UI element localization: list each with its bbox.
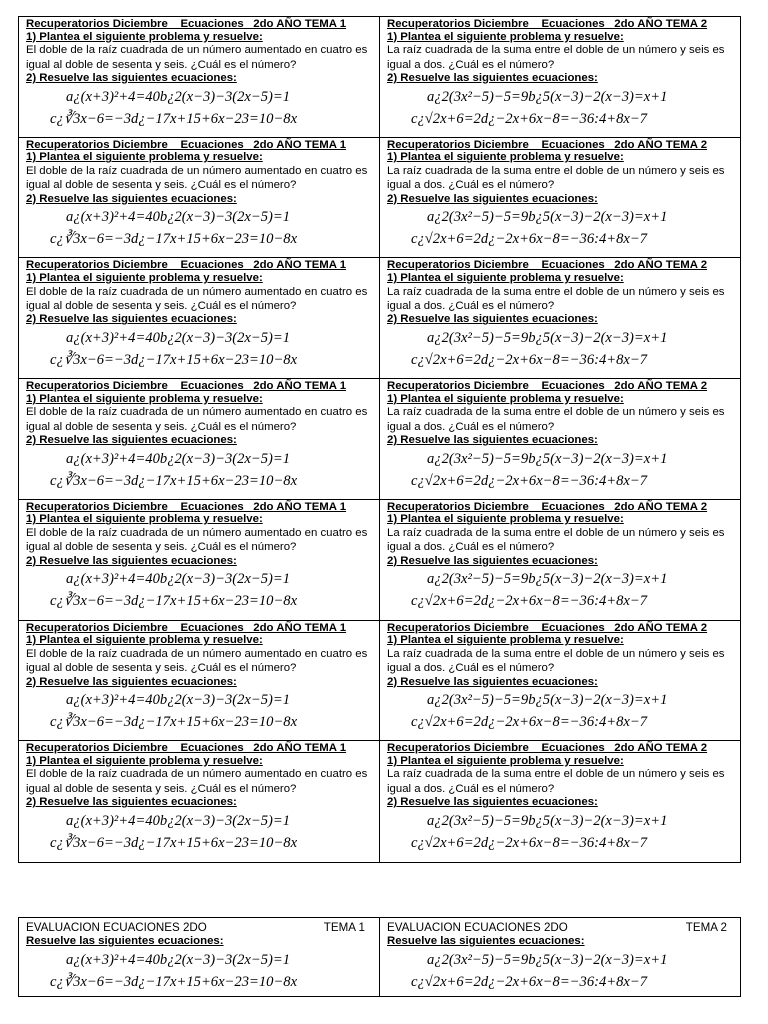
problem-text: La raíz cuadrada de la suma entre el doble de un número y seis es igual a dos. ¿Cuál es el número? <box>387 527 725 554</box>
problem-text: La raíz cuadrada de la suma entre el doble de un número y seis es igual a dos. ¿Cuál es el número? <box>387 44 725 71</box>
equations-heading: 2) Resuelve las siguientes ecuaciones: <box>26 554 237 567</box>
equation-a-b: a¿(x+3)²+4=40b¿2(x−3)−3(2x−5)=1 <box>66 692 291 709</box>
card-header: Recuperatorios Diciembre Ecuaciones 2do AÑO TEMA 1 <box>26 621 347 634</box>
equation-a-b: a¿2(3x²−5)−5=9b¿5(x−3)−2(x−3)=x+1 <box>427 330 668 347</box>
equation-c-d: c¿∛3x−6=−3d¿−17x+15+6x−23=10−8x <box>50 834 298 851</box>
evaluacion-table <box>18 917 741 997</box>
equation-c-d: c¿√2x+6=2d¿−2x+6x−8=−36:4+8x−7 <box>411 110 648 127</box>
problem-heading: 1) Plantea el siguiente problema y resuelve: <box>387 392 624 405</box>
tema1-card <box>19 258 380 379</box>
card-header: Recuperatorios Diciembre Ecuaciones 2do AÑO TEMA 1 <box>26 18 347 30</box>
card-header: Recuperatorios Diciembre Ecuaciones 2do AÑO TEMA 2 <box>387 742 708 755</box>
tema1-card <box>19 621 380 742</box>
evaluacion-tema2-card <box>380 918 741 996</box>
equation-a-b: a¿(x+3)²+4=40b¿2(x−3)−3(2x−5)=1 <box>66 88 291 105</box>
problem-heading: 1) Plantea el siguiente problema y resuelve: <box>387 151 624 164</box>
problem-text: El doble de la raíz cuadrada de un número aumentado en cuatro es igual al doble de sesenta y seis. ¿Cuál es el número? <box>26 647 368 675</box>
equation-a-b: a¿2(3x²−5)−5=9b¿5(x−3)−2(x−3)=x+1 <box>427 812 668 829</box>
equation-a-b: a¿2(3x²−5)−5=9b¿5(x−3)−2(x−3)=x+1 <box>427 88 668 105</box>
card-header: Recuperatorios Diciembre Ecuaciones 2do AÑO TEMA 2 <box>387 500 708 513</box>
evaluacion-header <box>387 921 741 935</box>
tema1-card <box>19 17 380 138</box>
card-header: Recuperatorios Diciembre Ecuaciones 2do AÑO TEMA 2 <box>387 621 708 634</box>
equation-c-d: c¿∛3x−6=−3d¿−17x+15+6x−23=10−8x <box>50 110 298 127</box>
equations-heading: 2) Resuelve las siguientes ecuaciones: <box>387 313 598 326</box>
equation-c-d: c¿∛3x−6=−3d¿−17x+15+6x−23=10−8x <box>50 714 298 731</box>
equation-c-d: c¿∛3x−6=−3d¿−17x+15+6x−23=10−8x <box>50 472 298 489</box>
card-header: Recuperatorios Diciembre Ecuaciones 2do AÑO TEMA 1 <box>26 259 347 272</box>
problem-text: La raíz cuadrada de la suma entre el doble de un número y seis es igual a dos. ¿Cuál es el número? <box>387 647 725 675</box>
card-header: Recuperatorios Diciembre Ecuaciones 2do AÑO TEMA 1 <box>26 138 347 151</box>
problem-heading: 1) Plantea el siguiente problema y resuelve: <box>387 634 624 647</box>
problem-text: El doble de la raíz cuadrada de un número aumentado en cuatro es igual al doble de sesenta y seis. ¿Cuál es el número? <box>26 285 368 313</box>
equation-c-d: c¿∛3x−6=−3d¿−17x+15+6x−23=10−8x <box>50 593 298 610</box>
equations-heading: 2) Resuelve las siguientes ecuaciones: <box>26 675 237 688</box>
tema2-card <box>380 741 741 862</box>
equations-heading: 2) Resuelve las siguientes ecuaciones: <box>26 434 237 447</box>
problem-heading: 1) Plantea el siguiente problema y resuelve: <box>26 513 263 526</box>
equation-c-d: c¿√2x+6=2d¿−2x+6x−8=−36:4+8x−7 <box>411 593 648 610</box>
tema1-card <box>19 138 380 259</box>
evaluacion-tema-label: TEMA 1 <box>323 921 365 934</box>
tema1-card <box>19 500 380 621</box>
equation-c-d: c¿∛3x−6=−3d¿−17x+15+6x−23=10−8x <box>50 352 298 369</box>
equations-heading: 2) Resuelve las siguientes ecuaciones: <box>26 796 237 809</box>
card-header: Recuperatorios Diciembre Ecuaciones 2do AÑO TEMA 2 <box>387 380 708 393</box>
evaluacion-tema1-card <box>19 918 380 996</box>
tema2-card <box>380 500 741 621</box>
equation-c-d: c¿√2x+6=2d¿−2x+6x−8=−36:4+8x−7 <box>411 714 648 731</box>
equation-a-b: a¿2(3x²−5)−5=9b¿5(x−3)−2(x−3)=x+1 <box>427 571 668 588</box>
card-header: Recuperatorios Diciembre Ecuaciones 2do AÑO TEMA 2 <box>387 138 708 151</box>
equation-a-b: a¿2(3x²−5)−5=9b¿5(x−3)−2(x−3)=x+1 <box>427 209 668 226</box>
tema2-card <box>380 17 741 138</box>
problem-heading: 1) Plantea el siguiente problema y resuelve: <box>26 272 263 285</box>
problem-heading: 1) Plantea el siguiente problema y resuelve: <box>26 151 263 164</box>
evaluacion-instruction: Resuelve las siguientes ecuaciones: <box>387 935 585 947</box>
tema1-card <box>19 741 380 862</box>
problem-heading: 1) Plantea el siguiente problema y resuelve: <box>387 30 624 43</box>
card-header: Recuperatorios Diciembre Ecuaciones 2do AÑO TEMA 2 <box>387 259 708 272</box>
equations-heading: 2) Resuelve las siguientes ecuaciones: <box>26 72 237 84</box>
equation-c-d: c¿∛3x−6=−3d¿−17x+15+6x−23=10−8x <box>50 973 298 990</box>
problem-heading: 1) Plantea el siguiente problema y resuelve: <box>387 754 624 767</box>
card-header: Recuperatorios Diciembre Ecuaciones 2do AÑO TEMA 2 <box>387 18 708 30</box>
equation-c-d: c¿∛3x−6=−3d¿−17x+15+6x−23=10−8x <box>50 231 298 248</box>
recuperatorio-grid <box>18 16 741 863</box>
equation-a-b: a¿2(3x²−5)−5=9b¿5(x−3)−2(x−3)=x+1 <box>427 450 668 467</box>
problem-text: El doble de la raíz cuadrada de un número aumentado en cuatro es igual al doble de sesenta y seis. ¿Cuál es el número? <box>26 406 368 433</box>
evaluacion-instruction: Resuelve las siguientes ecuaciones: <box>26 935 224 947</box>
equation-c-d: c¿√2x+6=2d¿−2x+6x−8=−36:4+8x−7 <box>411 834 648 851</box>
tema2-card <box>380 379 741 500</box>
problem-text: La raíz cuadrada de la suma entre el doble de un número y seis es igual a dos. ¿Cuál es el número? <box>387 768 725 795</box>
problem-text: El doble de la raíz cuadrada de un número aumentado en cuatro es igual al doble de sesenta y seis. ¿Cuál es el número? <box>26 164 368 192</box>
equations-heading: 2) Resuelve las siguientes ecuaciones: <box>26 192 237 205</box>
equation-a-b: a¿2(3x²−5)−5=9b¿5(x−3)−2(x−3)=x+1 <box>427 951 668 968</box>
problem-text: El doble de la raíz cuadrada de un número aumentado en cuatro es igual al doble de sesenta y seis. ¿Cuál es el número? <box>26 527 368 554</box>
equation-a-b: a¿(x+3)²+4=40b¿2(x−3)−3(2x−5)=1 <box>66 571 291 588</box>
evaluacion-title: EVALUACION ECUACIONES 2DO <box>26 921 207 934</box>
problem-text: El doble de la raíz cuadrada de un número aumentado en cuatro es igual al doble de sesenta y seis. ¿Cuál es el número? <box>26 44 368 71</box>
problem-heading: 1) Plantea el siguiente problema y resuelve: <box>26 634 263 647</box>
equations-heading: 2) Resuelve las siguientes ecuaciones: <box>387 554 598 567</box>
tema2-card <box>380 258 741 379</box>
evaluacion-title: EVALUACION ECUACIONES 2DO <box>387 921 568 934</box>
equation-a-b: a¿(x+3)²+4=40b¿2(x−3)−3(2x−5)=1 <box>66 951 291 968</box>
problem-heading: 1) Plantea el siguiente problema y resuelve: <box>387 513 624 526</box>
problem-text: La raíz cuadrada de la suma entre el doble de un número y seis es igual a dos. ¿Cuál es el número? <box>387 164 725 192</box>
problem-text: La raíz cuadrada de la suma entre el doble de un número y seis es igual a dos. ¿Cuál es el número? <box>387 406 725 433</box>
evaluacion-tema-label: TEMA 2 <box>685 921 727 934</box>
tema1-card <box>19 379 380 500</box>
equations-heading: 2) Resuelve las siguientes ecuaciones: <box>387 72 598 84</box>
equation-c-d: c¿√2x+6=2d¿−2x+6x−8=−36:4+8x−7 <box>411 352 648 369</box>
problem-heading: 1) Plantea el siguiente problema y resuelve: <box>26 754 263 767</box>
problem-heading: 1) Plantea el siguiente problema y resuelve: <box>26 30 263 43</box>
card-header: Recuperatorios Diciembre Ecuaciones 2do AÑO TEMA 1 <box>26 500 347 513</box>
evaluacion-header <box>26 921 379 935</box>
equation-a-b: a¿(x+3)²+4=40b¿2(x−3)−3(2x−5)=1 <box>66 450 291 467</box>
equations-heading: 2) Resuelve las siguientes ecuaciones: <box>387 192 598 205</box>
tema2-card <box>380 621 741 742</box>
equations-heading: 2) Resuelve las siguientes ecuaciones: <box>387 675 598 688</box>
equation-a-b: a¿(x+3)²+4=40b¿2(x−3)−3(2x−5)=1 <box>66 209 291 226</box>
problem-text: El doble de la raíz cuadrada de un número aumentado en cuatro es igual al doble de sesenta y seis. ¿Cuál es el número? <box>26 768 368 795</box>
problem-text: La raíz cuadrada de la suma entre el doble de un número y seis es igual a dos. ¿Cuál es el número? <box>387 285 725 313</box>
equations-heading: 2) Resuelve las siguientes ecuaciones: <box>26 313 237 326</box>
equations-heading: 2) Resuelve las siguientes ecuaciones: <box>387 434 598 447</box>
equation-c-d: c¿√2x+6=2d¿−2x+6x−8=−36:4+8x−7 <box>411 973 648 990</box>
equation-a-b: a¿(x+3)²+4=40b¿2(x−3)−3(2x−5)=1 <box>66 812 291 829</box>
problem-heading: 1) Plantea el siguiente problema y resuelve: <box>387 272 624 285</box>
equation-c-d: c¿√2x+6=2d¿−2x+6x−8=−36:4+8x−7 <box>411 231 648 248</box>
problem-heading: 1) Plantea el siguiente problema y resuelve: <box>26 392 263 405</box>
equation-c-d: c¿√2x+6=2d¿−2x+6x−8=−36:4+8x−7 <box>411 472 648 489</box>
card-header: Recuperatorios Diciembre Ecuaciones 2do AÑO TEMA 1 <box>26 742 347 755</box>
tema2-card <box>380 138 741 259</box>
equation-a-b: a¿2(3x²−5)−5=9b¿5(x−3)−2(x−3)=x+1 <box>427 692 668 709</box>
card-header: Recuperatorios Diciembre Ecuaciones 2do AÑO TEMA 1 <box>26 380 347 393</box>
equations-heading: 2) Resuelve las siguientes ecuaciones: <box>387 796 598 809</box>
equation-a-b: a¿(x+3)²+4=40b¿2(x−3)−3(2x−5)=1 <box>66 330 291 347</box>
